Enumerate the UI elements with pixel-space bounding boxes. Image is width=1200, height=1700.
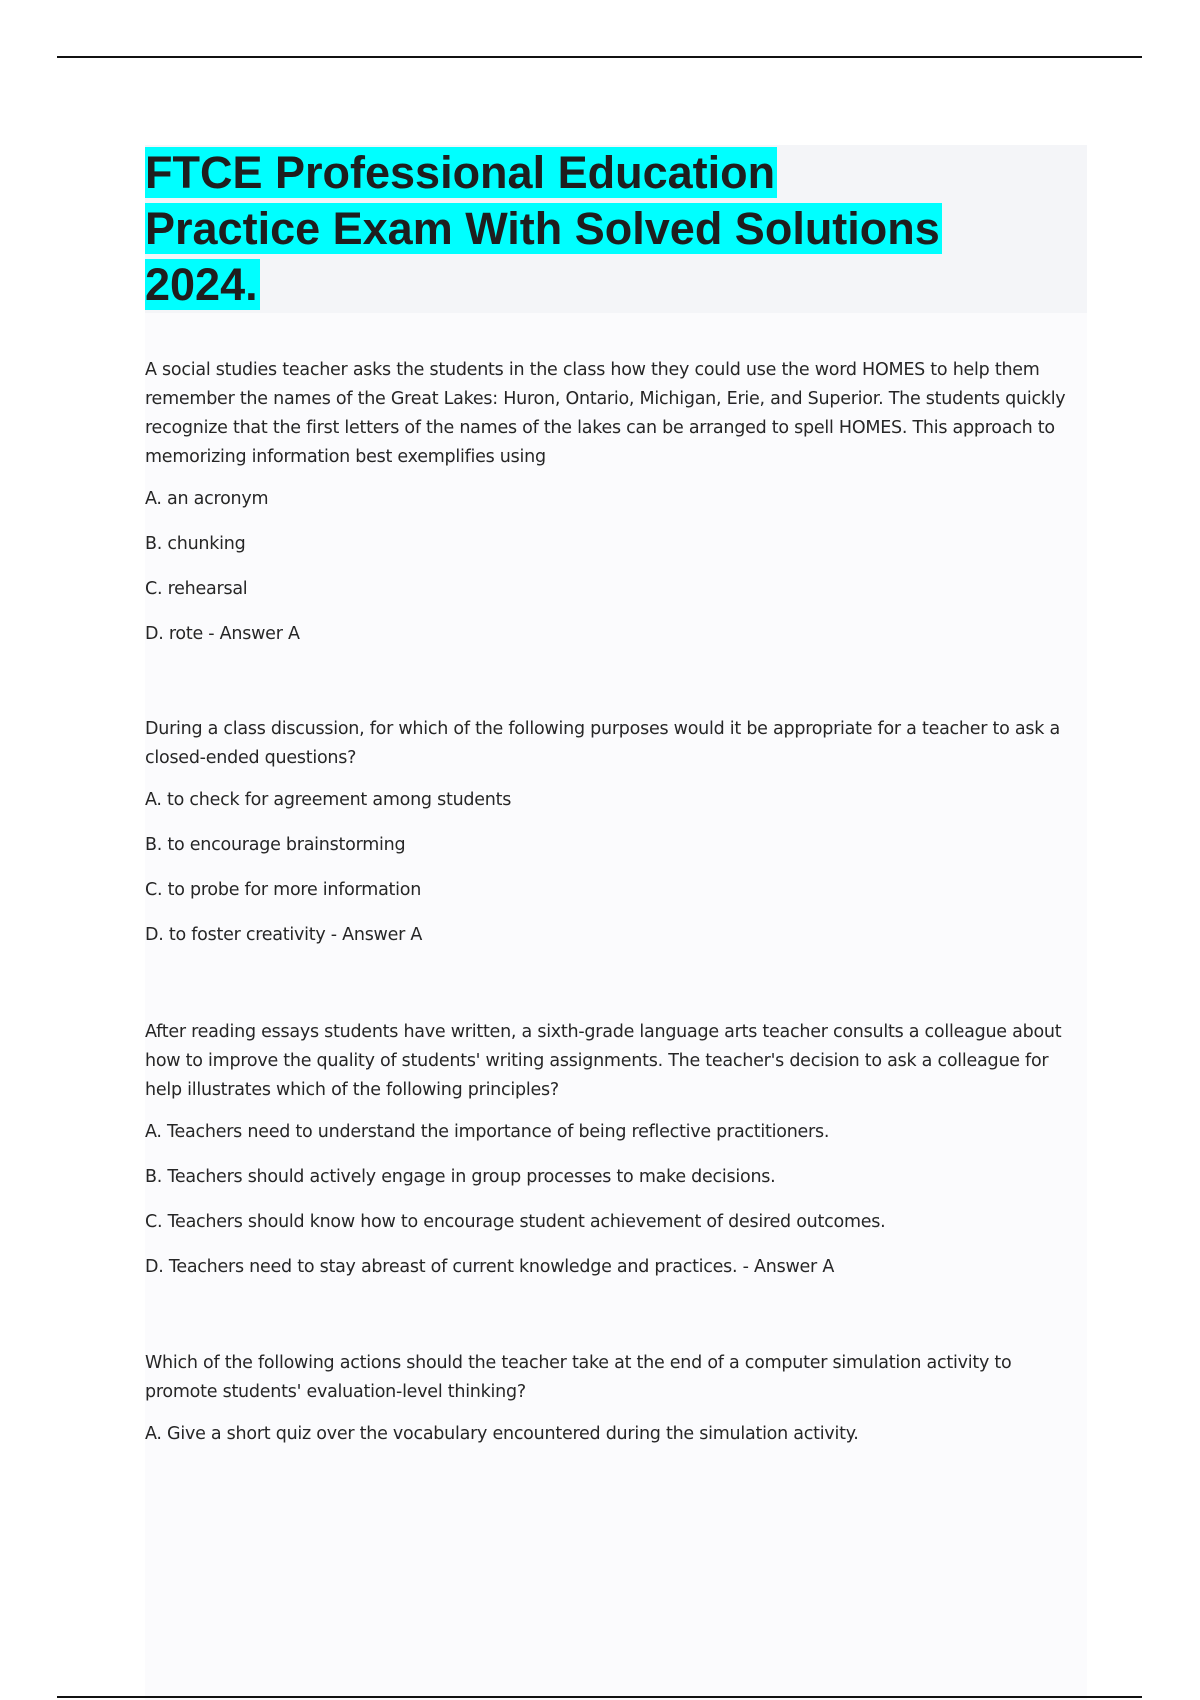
header-rule (57, 56, 1142, 58)
question-1 (145, 356, 1087, 665)
question-stem: After reading essays students have written, a sixth-grade language arts teacher consults a colleague about how to improve the quality of students' writing assignments. The teacher's decision to ask a colleague for help illustrates which of the following principles? (145, 1022, 1062, 1100)
option-d-answer: D. Teachers need to stay abreast of current knowledge and practices. - Answer A (145, 1257, 835, 1277)
option-d-answer: D. to foster creativity - Answer A (145, 925, 423, 945)
title-line-1: FTCE Professional Education (145, 147, 776, 198)
question-stem: A social studies teacher asks the students in the class how they could use the word HOMES to help them remember the names of the Great Lakes: Huron, Ontario, Michigan, Erie, and Superior. The students quickly recognize that the first letters of the names of the lakes can be arranged to spell HOMES. This approach to memorizing information best exemplifies using (145, 360, 1066, 467)
question-3 (145, 1018, 1087, 1298)
title-line-3: 2024. (145, 259, 258, 310)
option-c: C. Teachers should know how to encourage student achievement of desired outcomes. (145, 1212, 886, 1232)
title-block (145, 145, 1087, 313)
option-a: A. an acronym (145, 489, 269, 509)
question-4 (145, 1349, 1087, 1465)
document-title (145, 145, 1087, 313)
option-a: A. Teachers need to understand the importance of being reflective practitioners. (145, 1122, 830, 1142)
option-b: B. Teachers should actively engage in group processes to make decisions. (145, 1167, 776, 1187)
footer-rule (57, 1696, 1142, 1698)
option-a: A. to check for agreement among students (145, 790, 512, 810)
option-b: B. chunking (145, 534, 246, 554)
option-c: C. rehearsal (145, 579, 248, 599)
question-stem: During a class discussion, for which of the following purposes would it be appropriate for a teacher to ask a closed-ended questions? (145, 719, 1060, 768)
option-b: B. to encourage brainstorming (145, 835, 406, 855)
page-content (145, 145, 1087, 1700)
option-d-answer: D. rote - Answer A (145, 624, 300, 644)
title-line-2: Practice Exam With Solved Solutions (145, 203, 940, 254)
question-stem: Which of the following actions should the teacher take at the end of a computer simulation activity to promote students' evaluation-level thinking? (145, 1353, 1012, 1402)
option-c: C. to probe for more information (145, 880, 422, 900)
option-a: A. Give a short quiz over the vocabulary encountered during the simulation activity. (145, 1424, 859, 1444)
question-2 (145, 715, 1087, 966)
